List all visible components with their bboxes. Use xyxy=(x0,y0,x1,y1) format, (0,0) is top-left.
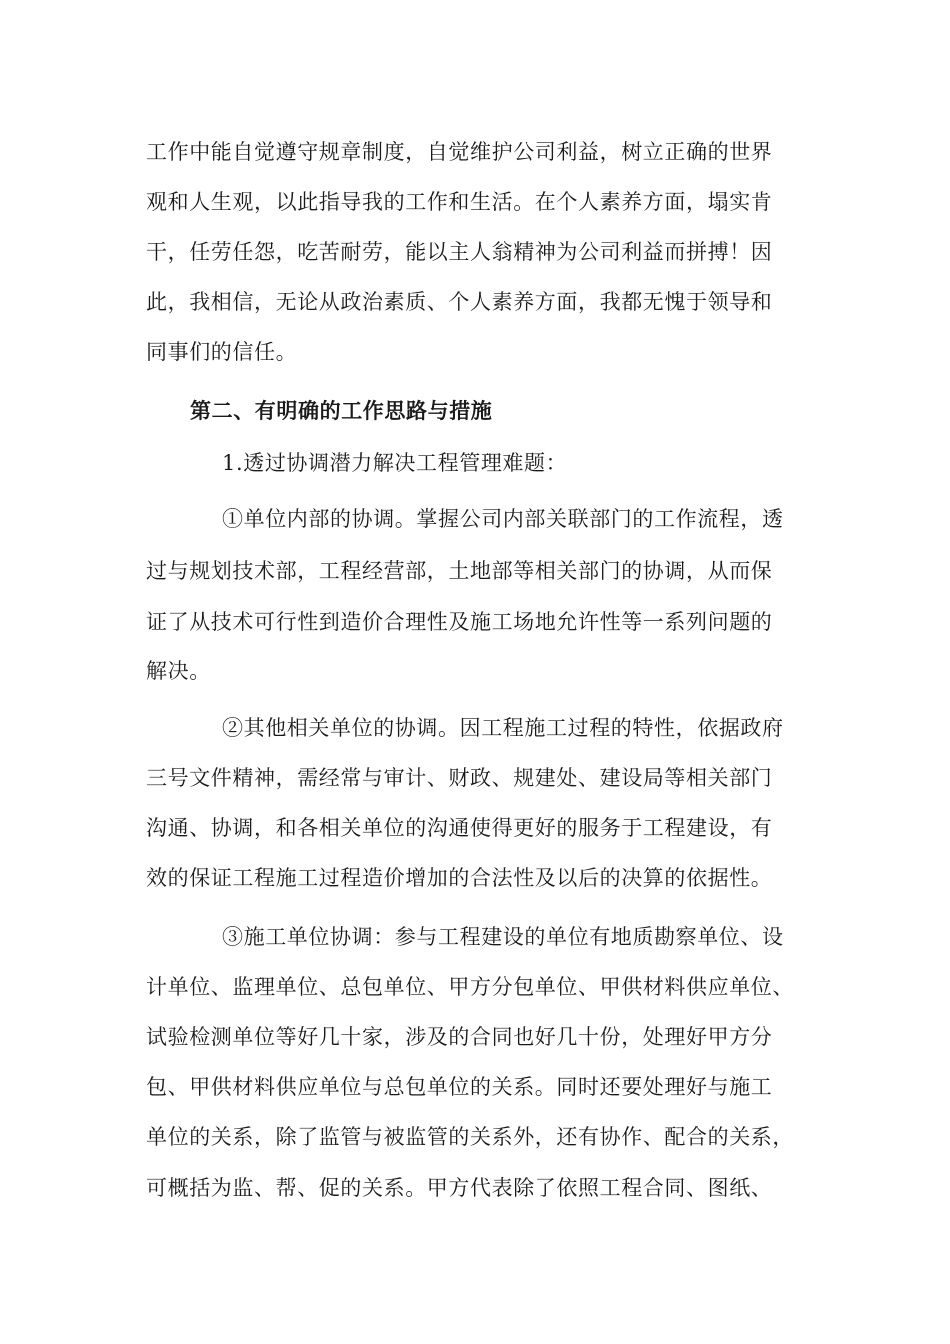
paragraph-line: 计单位、监理单位、总包单位、甲方分包单位、甲供材料供应单位、 xyxy=(146,975,794,999)
subsection-heading: 1.透过协调潜力解决工程管理难题： xyxy=(222,451,568,475)
paragraph-line: 试验检测单位等好几十家，涉及的合同也好几十份，处理好甲方分 xyxy=(146,1025,773,1049)
paragraph-line: 同事们的信任。 xyxy=(146,340,298,364)
paragraph-line: 干，任劳任怨，吃苦耐劳，能以主人翁精神为公司利益而拼搏！因 xyxy=(146,240,773,264)
paragraph-line: 证了从技术可行性到造价合理性及施工场地允许性等一系列问题的 xyxy=(146,610,773,634)
paragraph-line: 解决。 xyxy=(146,659,211,683)
paragraph-line: 三号文件精神，需经常与审计、财政、规建处、建设局等相关部门 xyxy=(146,766,773,790)
paragraph-line: 效的保证工程施工过程造价增加的合法性及以后的决算的依据性。 xyxy=(146,866,773,890)
section-heading: 第二、有明确的工作思路与措施 xyxy=(190,398,493,423)
paragraph-line: ②其他相关单位的协调。因工程施工过程的特性，依据政府 xyxy=(222,716,784,740)
paragraph-line: 沟通、协调，和各相关单位的沟通使得更好的服务于工程建设，有 xyxy=(146,816,773,840)
paragraph-line: 可概括为监、帮、促的关系。甲方代表除了依照工程合同、图纸、 xyxy=(146,1176,773,1200)
paragraph-line: 工作中能自觉遵守规章制度，自觉维护公司利益，树立正确的世界 xyxy=(146,140,773,164)
paragraph-line: ①单位内部的协调。掌握公司内部关联部门的工作流程，透 xyxy=(222,507,784,531)
paragraph-line: 包、甲供材料供应单位与总包单位的关系。同时还要处理好与施工 xyxy=(146,1075,773,1099)
paragraph-line: 过与规划技术部，工程经营部，土地部等相关部门的协调，从而保 xyxy=(146,559,773,583)
paragraph-line: 单位的关系，除了监管与被监管的关系外，还有协作、配合的关系， xyxy=(146,1125,794,1149)
paragraph-line: 观和人生观，以此指导我的工作和生活。在个人素养方面，塌实肯 xyxy=(146,190,773,214)
paragraph-line: ③施工单位协调：参与工程建设的单位有地质勘察单位、设 xyxy=(222,925,784,949)
paragraph-line: 此，我相信，无论从政治素质、个人素养方面，我都无愧于领导和 xyxy=(146,290,773,314)
